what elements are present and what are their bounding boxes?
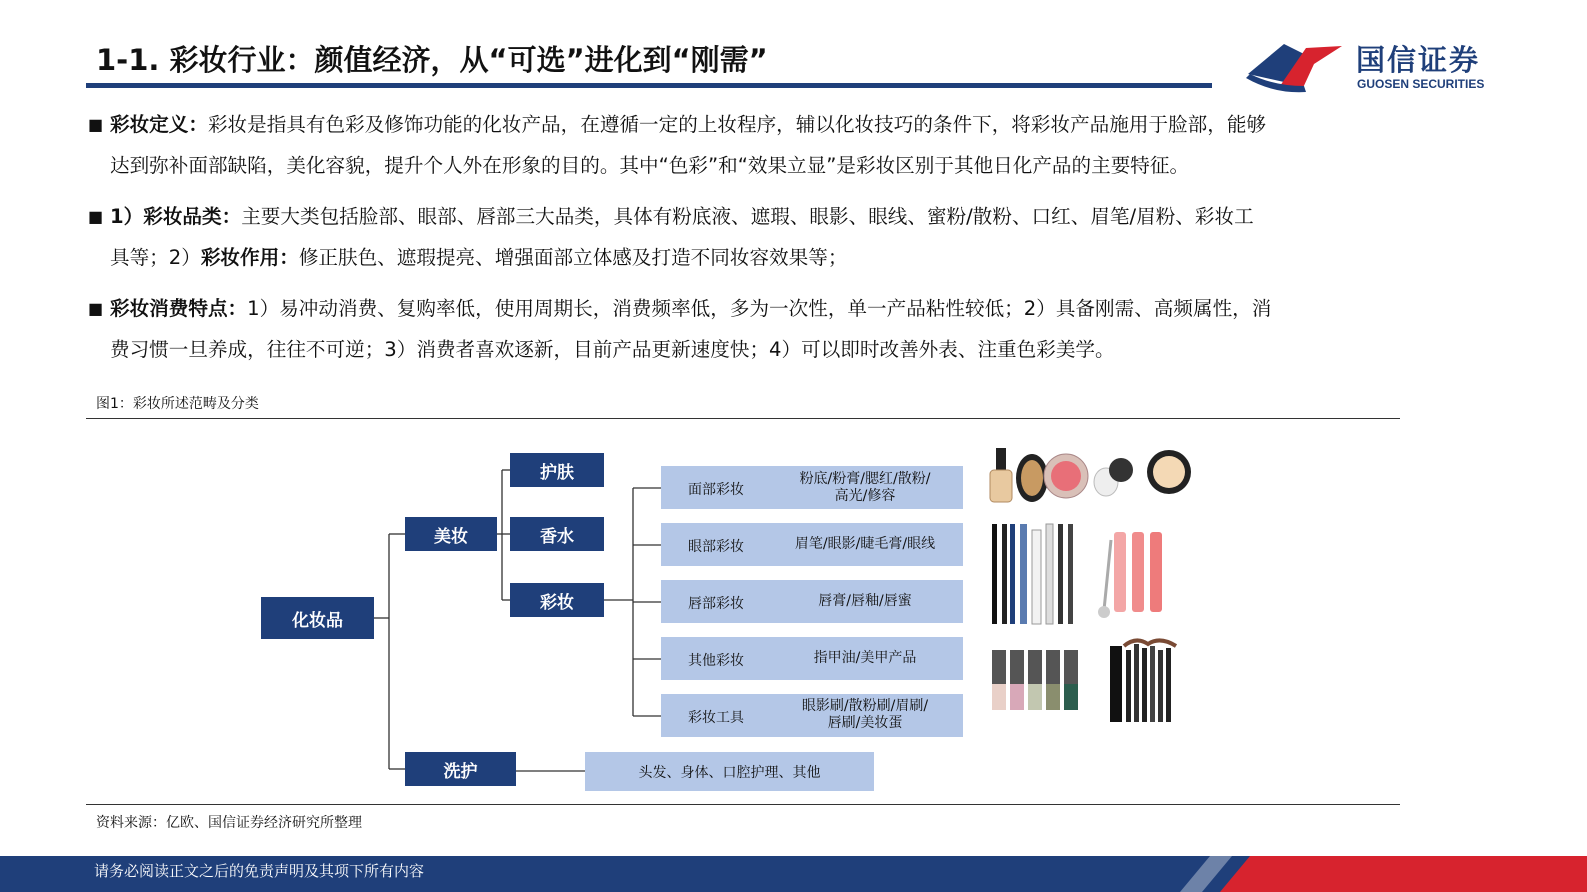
bullet-square: ■ <box>88 299 104 318</box>
node-cosmetics: 化妆品 <box>261 597 374 639</box>
para-text: 费习惯一旦养成，往往不可逆；3）消费者喜欢逐新，目前产品更新速度快；4）可以即时改善外表、注重色彩美学。 <box>110 338 1115 361</box>
para-text: 修正肤色、遮瑕提亮、增强面部立体感及打造不同妆容效果等； <box>298 246 848 269</box>
node-skincare: 护肤 <box>510 453 604 487</box>
wash-care-desc-box <box>585 752 874 791</box>
category-desc: 眼影刷/散粉刷/眉刷/ 唇刷/美妆蛋 <box>801 698 929 731</box>
category-desc: 指甲油/美甲产品 <box>813 650 917 666</box>
para-text: 主要大类包括脸部、眼部、唇部三大品类，具体有粉底液、遮瑕、眼影、眼线、蜜粉/散粉、口红、眉笔/眉粉、彩妆工 <box>241 205 1254 228</box>
figure-bottom-rule <box>86 804 1400 805</box>
makeup-brushes-icon <box>1110 640 1176 722</box>
product-images <box>986 440 1196 730</box>
category-label: 唇部彩妆 <box>688 596 744 612</box>
para-text: 1）易冲动消费、复购率低，使用周期长，消费频率低，多为一次性，单一产品粘性较低；2）具备刚需、高频属性，消 <box>247 297 1272 320</box>
foundation-bottle-icon <box>990 448 1012 502</box>
wash-care-desc: 头发、身体、口腔护理、其他 <box>638 764 821 781</box>
node-makeup: 彩妆 <box>510 583 604 617</box>
para-text: 达到弥补面部缺陷，美化容貌，提升个人外在形象的目的。其中“色彩”和“效果立显”是彩妆区别于其他日化产品的主要特征。 <box>110 154 1190 177</box>
para-heading: 彩妆消费特点： <box>110 297 248 320</box>
category-desc: 唇膏/唇釉/唇蜜 <box>818 593 912 609</box>
page-title: 1-1. 彩妆行业：颜值经济，从“可选”进化到“刚需” <box>96 43 768 77</box>
logo-name-en: GUOSEN SECURITIES <box>1357 77 1485 91</box>
bullet-square: ■ <box>88 115 104 134</box>
node-perfume: 香水 <box>510 517 604 551</box>
eyeliner-pencils-icon <box>992 524 1073 624</box>
category-label: 其他彩妆 <box>688 653 744 669</box>
compact-powder-icon <box>1016 454 1048 502</box>
figure-source: 资料来源：亿欧、国信证券经济研究所整理 <box>96 815 362 831</box>
lip-gloss-icon <box>1098 532 1162 618</box>
para-heading: 1）彩妆品类： <box>110 205 242 228</box>
node-wash-care: 洗护 <box>405 752 516 786</box>
footer-disclaimer: 请务必阅读正文之后的免责声明及其项下所有内容 <box>94 862 425 880</box>
footer-accent-icon <box>1180 856 1587 892</box>
para-text: 具等；2） <box>110 246 201 269</box>
category-desc: 眉笔/眼影/睫毛膏/眼线 <box>794 536 936 552</box>
logo-name-cn: 国信证券 <box>1356 43 1481 77</box>
para-text: 彩妆是指具有色彩及修饰功能的化妆产品，在遵循一定的上妆程序，辅以化妆技巧的条件下，将彩妆产品施用于脸部，能够 <box>207 113 1267 136</box>
loose-powder-icon <box>1094 458 1133 496</box>
blush-icon <box>1044 454 1088 498</box>
para-heading: 彩妆作用： <box>200 246 299 269</box>
category-label: 眼部彩妆 <box>688 539 744 555</box>
nail-polish-icon <box>992 650 1078 710</box>
category-label: 面部彩妆 <box>688 482 744 498</box>
node-beauty: 美妆 <box>405 517 497 551</box>
figure-title: 图1：彩妆所述范畴及分类 <box>96 396 259 412</box>
para-heading: 彩妆定义： <box>110 113 208 136</box>
category-desc: 粉底/粉膏/腮红/散粉/ 高光/修容 <box>799 471 931 504</box>
bullet-square: ■ <box>88 207 104 226</box>
highlighter-icon <box>1147 450 1191 494</box>
category-label: 彩妆工具 <box>688 710 744 726</box>
